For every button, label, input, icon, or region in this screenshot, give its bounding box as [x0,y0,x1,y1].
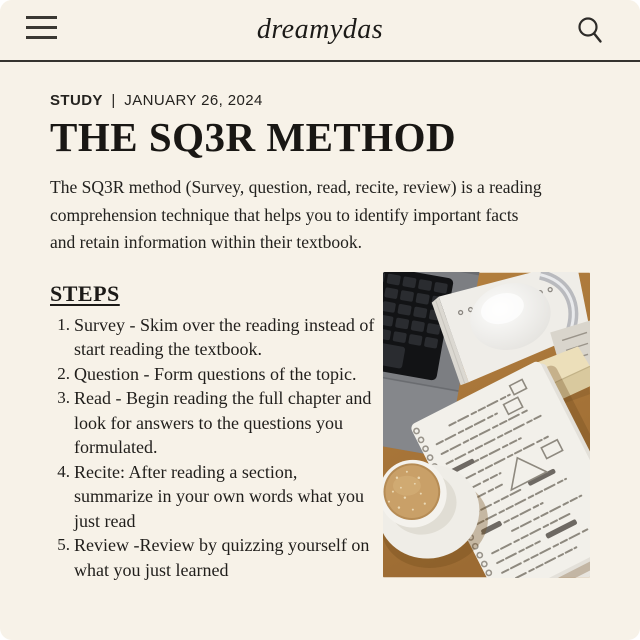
step-number: 4. [57,461,70,481]
header-bar [0,0,640,62]
step-text: Recite: After reading a section, summarize in your own words what you just read [74,461,364,531]
step-number: 3. [57,388,70,408]
article-meta [50,92,545,109]
step-text: Read - Begin reading the full chapter and look for answers to the questions you formulated. [74,388,372,458]
list-item [50,313,376,362]
list-item [50,460,376,534]
list-item [50,386,376,460]
list-item [50,533,376,582]
intro-paragraph: The SQ3R method (Survey, question, read, recite, review) is a reading comprehension technique that helps you to identify important facts and retain information within their textbook. [50,177,542,253]
step-text: Survey - Skim over the reading instead of start reading the textbook. [74,314,375,360]
step-number: 2. [57,363,70,383]
step-number: 5. [57,535,70,555]
page-title: THE SQ3R METHOD [50,114,457,160]
category-label: STUDY [50,92,103,109]
article-date: JANUARY 26, 2024 [124,92,263,109]
steps-heading: STEPS [50,280,120,306]
step-number: 1. [57,314,70,334]
list-item [50,362,376,387]
steps-list [50,313,376,583]
step-text: Question - Form questions of the topic. [74,363,357,384]
search-icon[interactable] [576,15,604,45]
step-text: Review -Review by quizzing yourself on what you just learned [74,535,370,580]
article-photo [383,272,590,578]
meta-separator: | [111,92,116,109]
brand-logo[interactable]: dreamydas [256,14,384,45]
